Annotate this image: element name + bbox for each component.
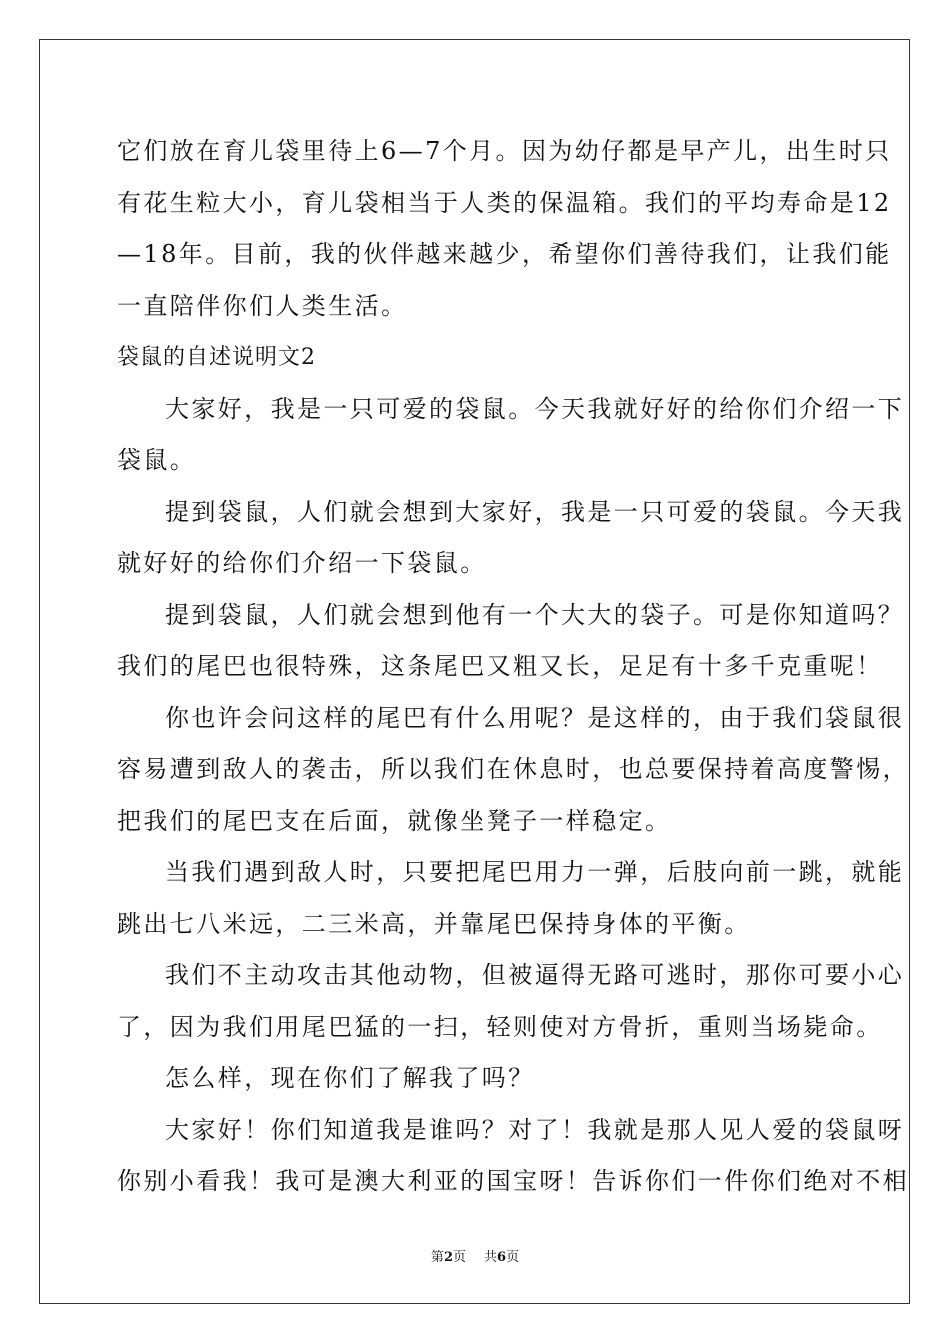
page-number: 2 (443, 1250, 453, 1265)
text-line: 它们放在育儿袋里待上6—7个月。因为幼仔都是早产儿，出生时只 (117, 137, 892, 165)
text-line: 大家好！你们知道我是谁吗？对了！我就是那人见人爱的袋鼠呀 (165, 1115, 905, 1144)
text-line: 就好好的给你们介绍一下袋鼠。 (117, 549, 487, 577)
text-line: 一直陪伴你们人类生活。 (117, 291, 408, 320)
text-line: —18年。目前，我的伙伴越来越少，希望你们善待我们，让我们能 (117, 240, 892, 268)
page-suffix: 页 (452, 1250, 466, 1265)
text-line: 怎么样，现在你们了解我了吗？ (165, 1064, 535, 1092)
total-prefix: 共 (484, 1250, 498, 1265)
document-body (117, 126, 909, 1208)
text-line: 你也许会问这样的尾巴有什么用呢？是这样的，由于我们袋鼠很 (165, 703, 905, 732)
text-line: 我们的尾巴也很特殊，这条尾巴又粗又长，足足有十多千克重呢！ (117, 652, 883, 680)
text-line: 跳出七八米远，二三米高，并靠尾巴保持身体的平衡。 (117, 909, 751, 938)
text-line: 当我们遇到敌人时，只要把尾巴用力一弹，后肢向前一跳，就能 (165, 858, 905, 886)
total-pages: 6 (497, 1250, 507, 1265)
section-title: 袋鼠的自述说明文2 (117, 345, 316, 370)
page-footer (0, 1246, 950, 1265)
page-prefix: 第 (430, 1250, 444, 1265)
text-line: 提到袋鼠，人们就会想到大家好，我是一只可爱的袋鼠。今天我 (165, 497, 905, 526)
text-line: 我们不主动攻击其他动物，但被逼得无路可逃时，那你可要小心 (165, 961, 905, 989)
total-suffix: 页 (506, 1250, 520, 1265)
text-line: 你别小看我！我可是澳大利亚的国宝呀！告诉你们一件你们绝对不相 (117, 1167, 909, 1195)
text-line: 了，因为我们用尾巴猛的一扫，轻则使对方骨折，重则当场毙命。 (117, 1012, 883, 1041)
text-line: 袋鼠。 (117, 446, 197, 474)
text-line: 把我们的尾巴支在后面，就像坐凳子一样稳定。 (117, 806, 672, 835)
text-line: 容易遭到敌人的袭击，所以我们在休息时，也总要保持着高度警惕， (117, 755, 909, 783)
text-line: 提到袋鼠，人们就会想到他有一个大大的袋子。可是你知道吗？ (165, 600, 905, 629)
text-line: 有花生粒大小，育儿袋相当于人类的保温箱。我们的平均寿命是12 (117, 188, 892, 217)
text-line: 大家好，我是一只可爱的袋鼠。今天我就好好的给你们介绍一下 (165, 394, 905, 423)
